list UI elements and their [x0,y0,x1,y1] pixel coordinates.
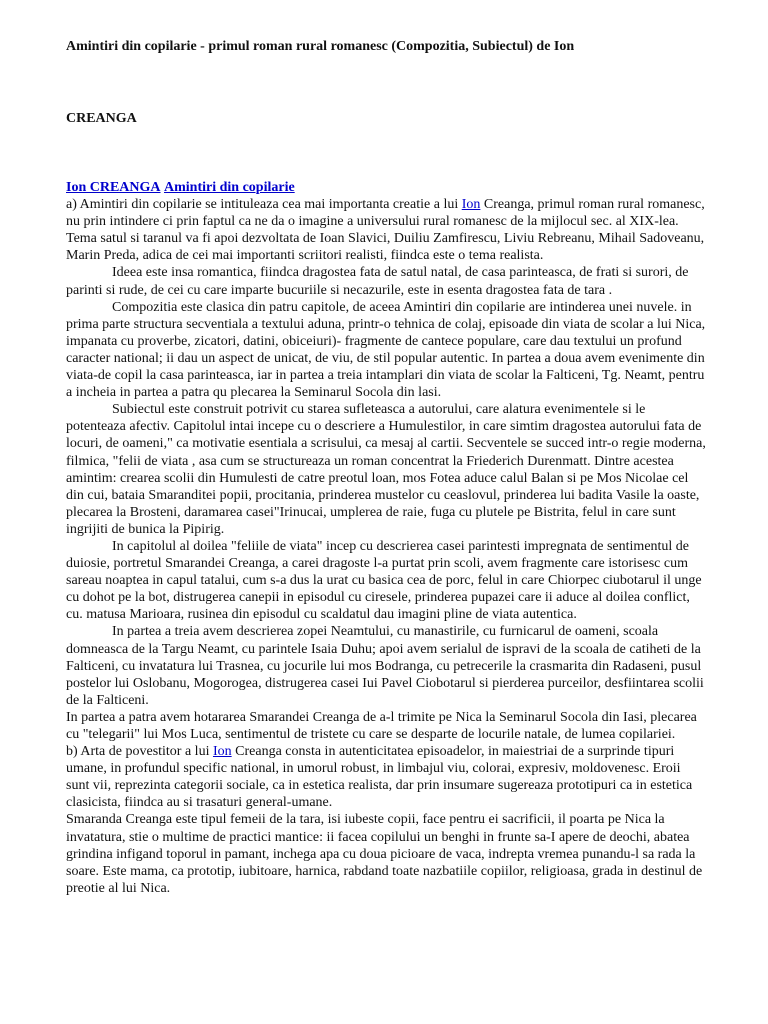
ion-link-2[interactable]: Ion [212,744,232,760]
paragraph-art [66,743,706,811]
paragraph-chapter-two: In capitolul al doilea "feliile de viata" incep cu descrierea casei parintesti impregnata de sentimentul de duiosie, portretul Smarandei Creanga, a carei dragoste l-a purtat prin scoli, avem fragmente care istorisesc cum sareau noaptea in capul tatalui, cum s-a dus la urat cu basica cea de porc, felul in care Chiorpec ciubotarul il unge cu dohot pe la bot, distrugerea canepii in episodul cu ciresele, prinderea pupazei care ii aduce al doilea conflict, cu. matusa Marioara, rusinea din episodul cu scaldatul dau imagini pline de viata autentica. [66,538,702,623]
paragraph-idea: Ideea este insa romantica, fiindca dragostea fata de satul natal, de casa parinteasca, de frati si surori, de parinti si rude, de cei cu care imparte bucuriile si necazurile, este in esenta dragostea fata de tara . [66,265,689,298]
document-title-continuation: CREANGA [66,111,137,126]
author-link[interactable]: Ion CREANGA [66,180,161,195]
document-body [66,179,706,897]
paragraph-text: b) Arta de povestitor a lui [66,744,213,760]
paragraph-composition: Compozitia este clasica din patru capitole, de aceea Amintiri din copilarie are intinderea unei nuvele. in prima parte structura secventiala a textului aduna, printr-o tehnica de colaj, episoade din viata de scolar a lui Nica, impanata cu proverbe, zicatori, datini, obiceiuri)- fragmente de cantece populare, care dau textului un profund caracter national; ii dau un aspect de unicat, de viu, de stil popular autentic. In partea a doua avem evenimente din viata-de copil la casa parinteasca, iar in partea a treia intamplari din viata de scolar la Falticeni, Tg. Neamt, pentru a incheia in partea a patra qu plecarea la Seminarul Socola din lasi. [66,299,706,401]
paragraph-text: Creanga consta in autenticitatea episoadelor, in maiestriai de a surprinde tipuri umane, in profundul specific national, in umorul robust, in limbajul viu, colorai, expresiv, moldovenesc. Eroii sunt vii, reprezinta categorii sociale, ca in estetica realista, dar prin insumare sugereaza prototipuri ca in estetica clasicista, fiindca au si trasaturi general-umane. [66,744,693,811]
paragraph-intro [66,196,706,264]
paragraph-subject: Subiectul este construit potrivit cu starea sufleteasca a autorului, care alatura evenimentele si le potenteaza afectiv. Capitolul intai incepe cu o descriere a Humulestilor, in care simtim dragostea autorului fata de locuri, de oameni," ca motivatie esentiala a scrisului, ca mesaj al cartii. Secventele se succed intr-o regie moderna, filmica, "felii de viata , asa cum se structureaza un roman concentrat la Friederich Durenmatt. Dintre acestea amintim: crearea scolii din Humulesti de catre preotul loan, mos Fotea aduce calul Balan si pe Mos Nicolae cel din cui, bataia Smaranditei popii, procitania, prinderea mustelor cu ceaslovul, prinderea lui badita Vasile la oaste, plecarea la Brosteni, daramarea casei"Irinucai, umplerea de raie, fuga cu plutele pe Bistrita, felul in care sunt ingrijiti de bunica la Pipirig. [66,402,706,537]
work-link[interactable]: Amintiri din copilarie [164,180,295,195]
paragraph-part-three: In partea a treia avem descrierea zopei Neamtului, cu manastirile, cu furnicarul de oameni, scoala domneasca de la Targu Neamt, cu parintele Isaia Duhu; apoi avem serialul de ispravi de la scoala de catiheti de la Falticeni, cu invatatura lui Trasnea, cu jocurile lui mos Bodranga, cu petrecerile la crasmarita din Radaseni, pusul postelor lui Oslobanu, Mogorogea, distrugerea casei Iui Pavel Ciobotarul si pierderea purceilor, desfiintarea scolii de la Falticeni. [66,624,704,708]
paragraph-part-four: In partea a patra avem hotararea Smarandei Creanga de a-l trimite pe Nica la Seminarul Socola din Iasi, plecarea cu "telegarii" lui Mos Luca, sentimentul de tristete cu care se desparte de locurile natale, de lumea copilariei. [66,709,697,742]
paragraph-smaranda: Smaranda Creanga este tipul femeii de la tara, isi iubeste copii, face pentru ei sacrificii, il poarta pe Nica la invatatura, stie o multime de practici mantice: ii facea copilului un benghi in frunte sa-I apere de deochi, abatea grindina infigand toporul in pamant, inchega apa cu doua picioare de vaca, indrepta vremea punandu-l sa rada la soare. Este mama, ca prototip, iubitoare, harnica, rabdand toate nazbatiile copiilor, religioasa, grada in destinul de preotie al lui Nica. [66,812,703,896]
document-title: Amintiri din copilarie - primul roman rural romanesc (Compozitia, Subiectul) de Ion [66,39,575,54]
paragraph-text: a) Amintiri din copilarie se intituleaza cea mai importanta creatie a lui [66,197,462,213]
ion-link[interactable]: Ion [461,197,481,213]
paragraph-text: Creanga, primul roman rural romanesc, nu prin intindere ci prin faptul ca ne da o imagine a universului rural romanesc de la mijlocul sec. al XIX-lea. Tema satul si taranul va fi apoi dezvoltata de Ioan Slavici, Duiliu Zamfirescu, Liviu Rebreanu, Mihail Sadoveanu, Marin Preda, adica de cei mai importanti scriitori realisti, fiindca este o tema realista. [66,197,705,264]
link-line [66,179,706,196]
